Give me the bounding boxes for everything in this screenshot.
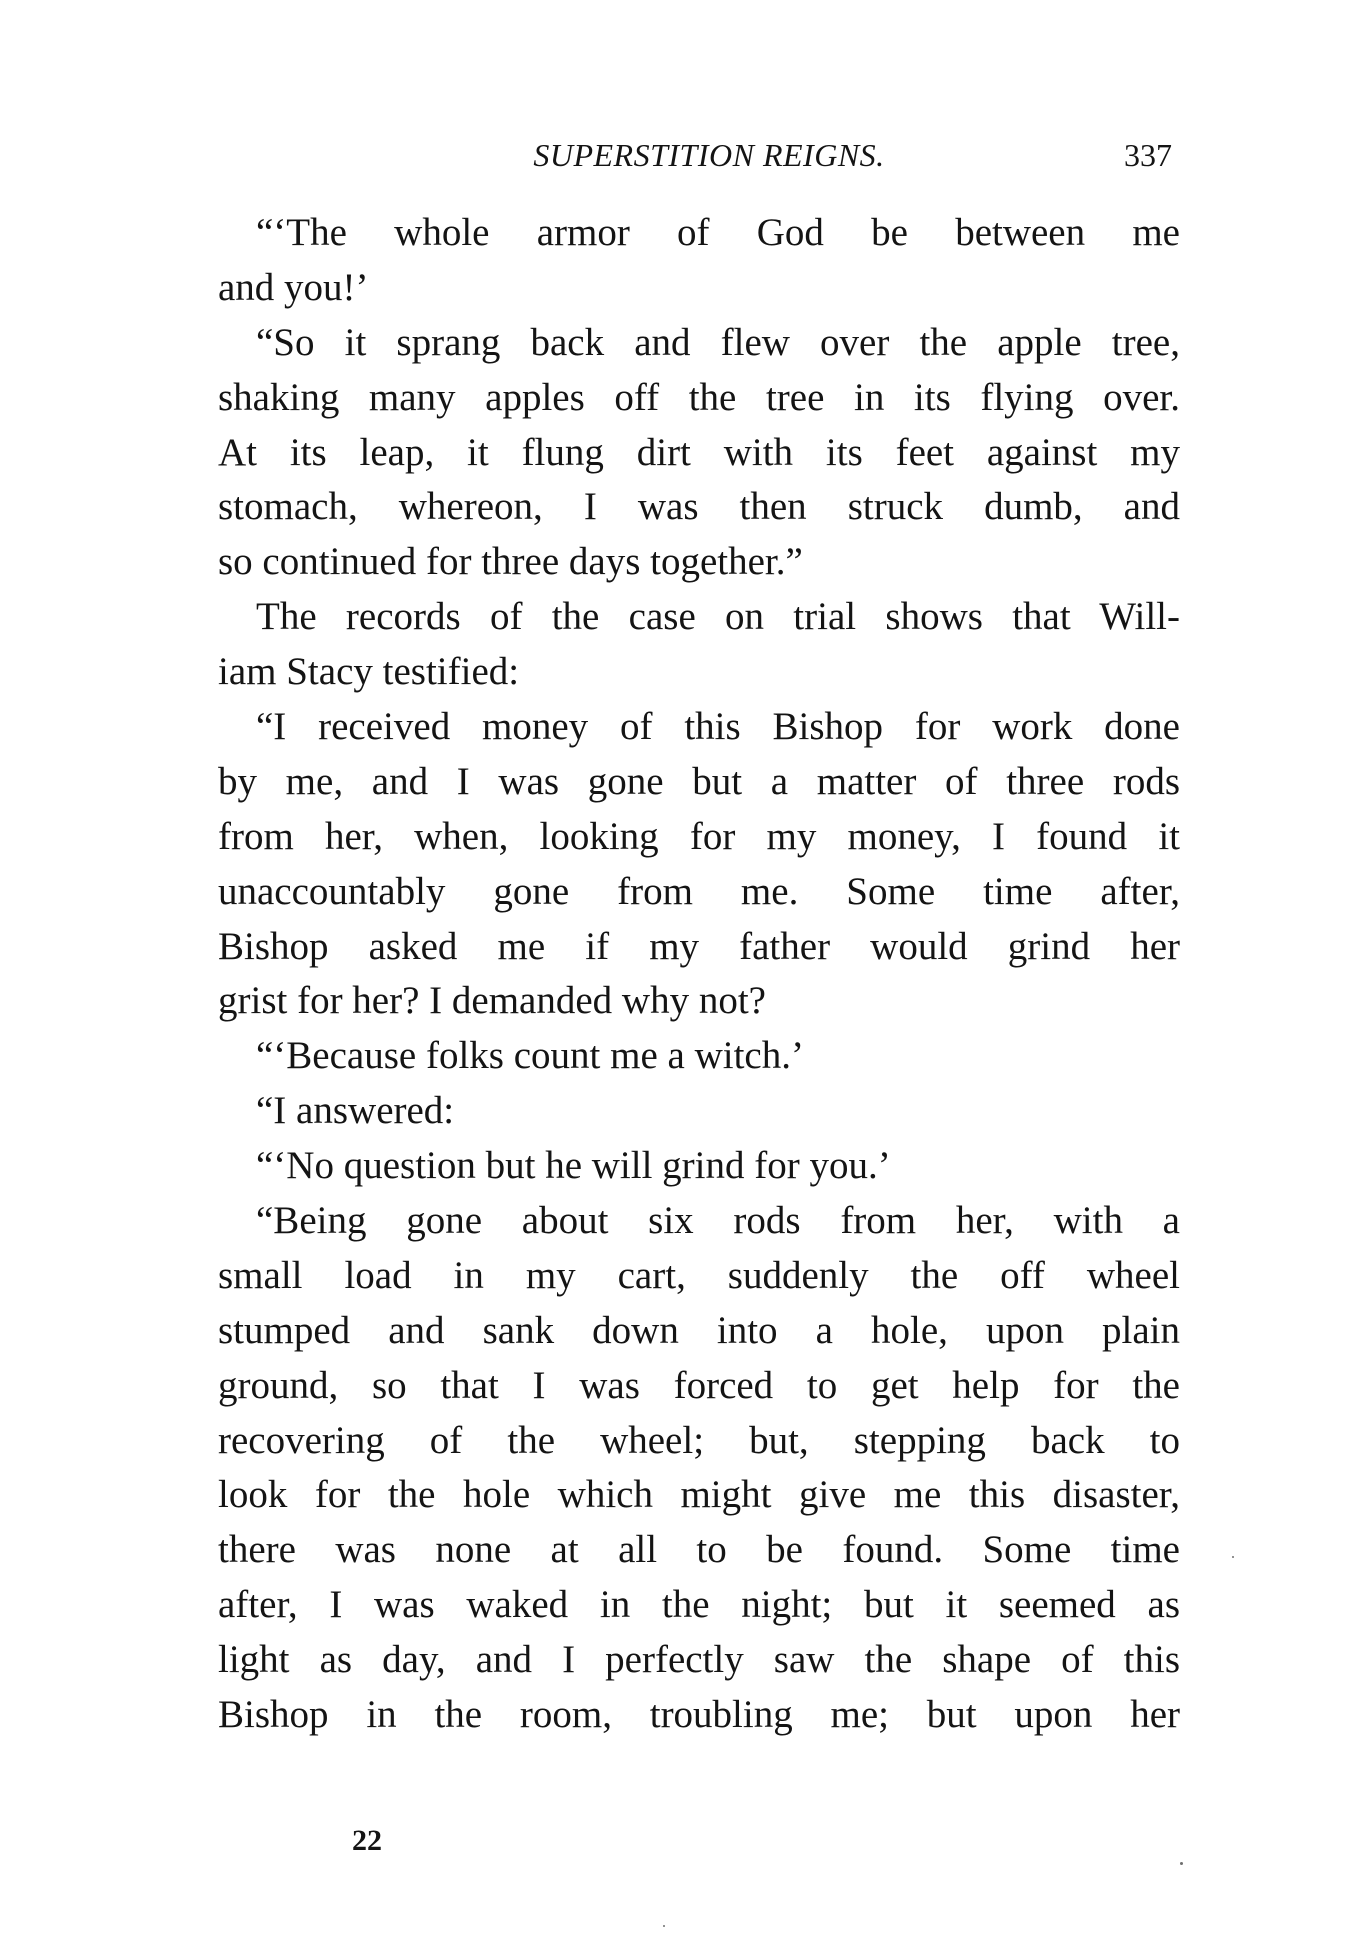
text-line: so continued for three days together.” bbox=[218, 540, 803, 584]
ink-speck bbox=[1180, 1862, 1183, 1865]
text-line: iam Stacy testified: bbox=[218, 650, 520, 694]
body-text bbox=[218, 206, 1180, 1743]
running-title: SUPERSTITION REIGNS. bbox=[533, 137, 885, 173]
text-line: after, I was waked in the night; but it seemed as bbox=[218, 1583, 1180, 1627]
text-line: from her, when, looking for my money, I found it bbox=[218, 814, 1180, 858]
text-line: “I answered: bbox=[256, 1089, 455, 1133]
text-line: “Being gone about six rods from her, with a bbox=[256, 1199, 1180, 1243]
text-line: and you!’ bbox=[218, 265, 369, 309]
ink-speck bbox=[1232, 1556, 1234, 1558]
text-line: look for the hole which might give me this disaster, bbox=[218, 1473, 1180, 1517]
signature-mark: 22 bbox=[352, 1824, 382, 1857]
running-head bbox=[218, 137, 1180, 185]
ink-speck bbox=[663, 1925, 665, 1927]
text-line: “‘The whole armor of God be between me bbox=[256, 211, 1180, 254]
text-line: “‘Because folks count me a witch.’ bbox=[256, 1034, 804, 1078]
text-line: by me, and I was gone but a matter of three rods bbox=[218, 759, 1180, 803]
text-line: recovering of the wheel; but, stepping back to bbox=[218, 1418, 1180, 1462]
text-line: The records of the case on trial shows that Will- bbox=[256, 595, 1180, 639]
text-line: stumped and sank down into a hole, upon plain bbox=[218, 1308, 1180, 1352]
text-line: “So it sprang back and flew over the apple tree, bbox=[256, 320, 1180, 364]
text-line: grist for her? I demanded why not? bbox=[218, 979, 766, 1023]
text-line: shaking many apples off the tree in its flying over. bbox=[218, 375, 1180, 419]
text-line: “I received money of this Bishop for work done bbox=[256, 705, 1180, 749]
text-line: Bishop in the room, troubling me; but upon her bbox=[218, 1693, 1180, 1737]
page-number: 337 bbox=[1124, 137, 1172, 173]
text-line: At its leap, it flung dirt with its feet against my bbox=[218, 430, 1180, 474]
text-line: unaccountably gone from me. Some time after, bbox=[218, 869, 1180, 913]
text-line: “‘No question but he will grind for you.’ bbox=[256, 1144, 891, 1188]
text-line: light as day, and I perfectly saw the shape of this bbox=[218, 1638, 1180, 1682]
text-line: stomach, whereon, I was then struck dumb, and bbox=[218, 485, 1180, 529]
text-line: small load in my cart, suddenly the off wheel bbox=[218, 1253, 1180, 1297]
text-line: Bishop asked me if my father would grind her bbox=[218, 924, 1180, 968]
text-line: there was none at all to be found. Some time bbox=[218, 1528, 1180, 1572]
text-line: ground, so that I was forced to get help for the bbox=[218, 1363, 1180, 1407]
